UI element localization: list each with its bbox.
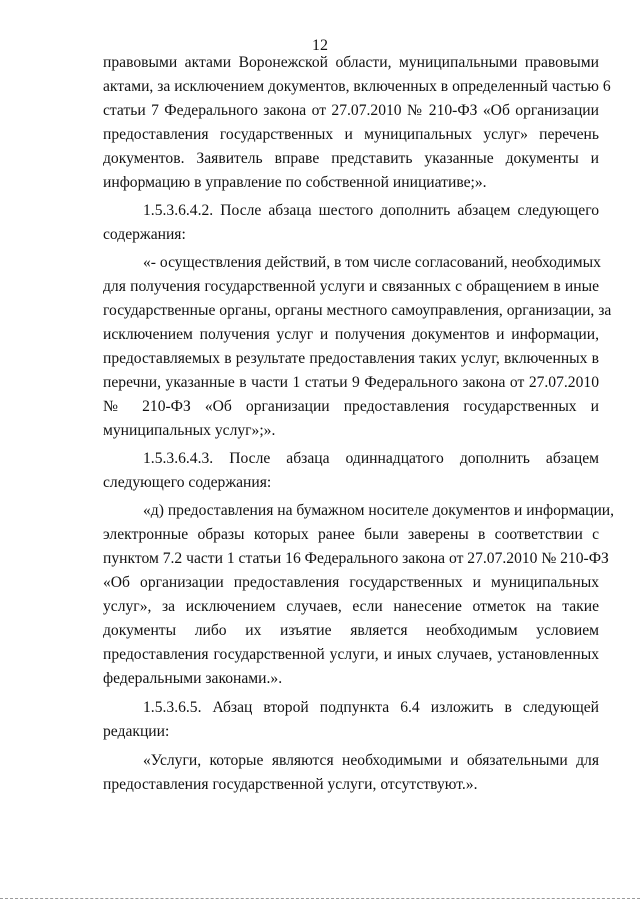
text-line: № 210-ФЗ «Об организации предоставления государственных и (103, 398, 599, 415)
text-line: «Об организации предоставления государственных и муниципальных (103, 574, 599, 591)
text-line: муниципальных услуг»;». (103, 422, 276, 439)
paragraph-quote-services (103, 749, 599, 797)
paragraph-quote-actions (103, 251, 612, 443)
text-line: «Услуги, которые являются необходимыми и обязательными для (143, 752, 599, 769)
text-line: 1.5.3.6.4.2. После абзаца шестого дополнить абзацем следующего (143, 202, 599, 219)
document-body (103, 51, 615, 797)
text-line: услуг», за исключением случаев, если нанесение отметок на такие (103, 598, 599, 615)
text-line: для получения государственной услуги и связанных с обращением в иные (103, 278, 599, 295)
text-line: статьи 7 Федерального закона от 27.07.2010 № 210-ФЗ «Об организации (103, 102, 599, 119)
text-line: информацию в управление по собственной инициативе;». (103, 174, 487, 191)
paragraph-item-1-5-3-6-4-3 (103, 447, 599, 495)
text-line: содержания: (103, 226, 186, 243)
text-line: редакции: (103, 723, 170, 740)
text-line: предоставляемых в результате предоставления таких услуг, включенных в (103, 350, 599, 367)
page-number: 12 (312, 37, 328, 54)
text-line: правовыми актами Воронежской области, муниципальными правовыми (103, 54, 599, 71)
scan-edge-line (0, 897, 640, 899)
text-line: перечни, указанные в части 1 статьи 9 Федерального закона от 27.07.2010 (103, 374, 599, 391)
text-line: пунктом 7.2 части 1 статьи 16 Федерального закона от 27.07.2010 № 210-ФЗ (103, 550, 609, 567)
text-line: федеральными законами.». (103, 670, 283, 687)
paragraph-item-1-5-3-6-4-2 (103, 199, 599, 247)
text-line: исключением получения услуг и получения документов и информации, (103, 326, 599, 343)
paragraph-item-1-5-3-6-5 (103, 696, 599, 744)
text-line: предоставления государственных и муниципальных услуг» перечень (103, 126, 599, 143)
text-line: предоставления государственной услуги, и иных случаев, установленных (103, 646, 599, 663)
text-line: следующего содержания: (103, 474, 272, 491)
paragraph-continuation (103, 51, 611, 195)
text-line: 1.5.3.6.5. Абзац второй подпункта 6.4 изложить в следующей (143, 699, 599, 716)
text-line: документы либо их изъятие является необходимым условием (103, 622, 599, 639)
text-line: «- осуществления действий, в том числе согласований, необходимых (143, 254, 601, 271)
text-line: «д) предоставления на бумажном носителе документов и информации, (143, 502, 615, 519)
text-line: государственные органы, органы местного самоуправления, организации, за (103, 302, 612, 319)
text-line: актами, за исключением документов, включенных в определенный частью 6 (103, 78, 611, 95)
paragraph-quote-paper-carrier (103, 499, 615, 691)
text-line: предоставления государственной услуги, отсутствуют.». (103, 776, 478, 793)
text-line: документов. Заявитель вправе представить указанные документы и (103, 150, 599, 167)
text-line: электронные образы которых ранее были заверены в соответствии с (103, 526, 599, 543)
text-line: 1.5.3.6.4.3. После абзаца одиннадцатого дополнить абзацем (143, 450, 599, 467)
